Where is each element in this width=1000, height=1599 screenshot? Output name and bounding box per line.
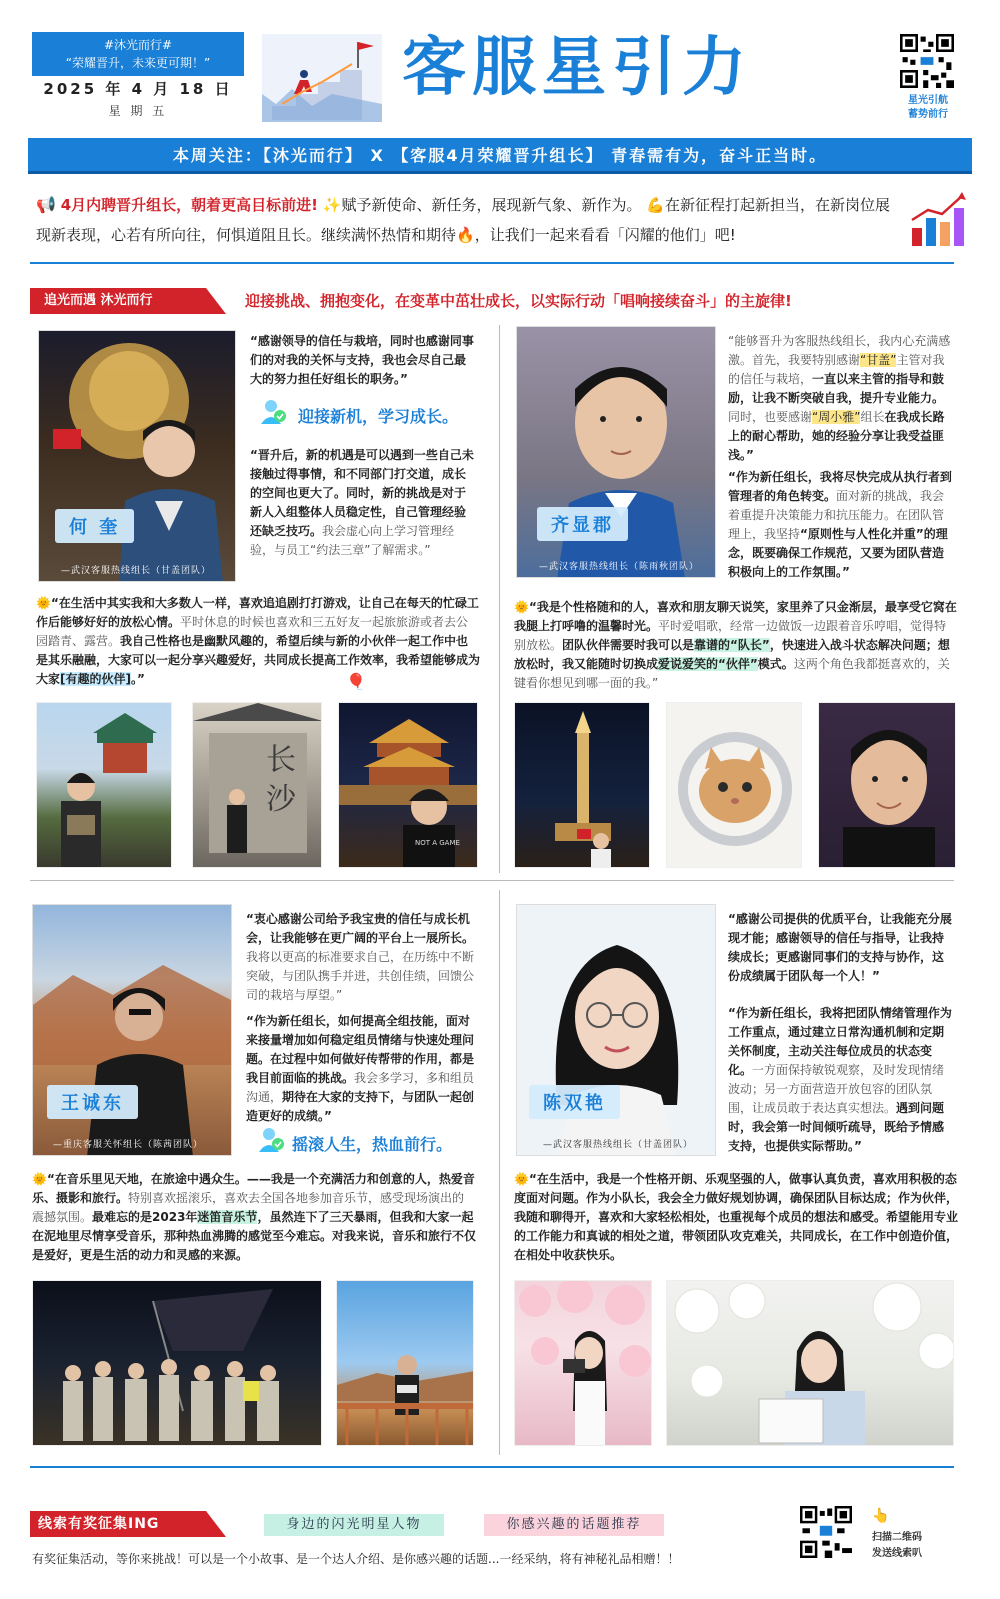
photo-qi-selfie bbox=[818, 702, 956, 868]
qi-life-c: 团队伙伴需要时我可以是 bbox=[562, 638, 695, 652]
qi-q2-d: 的理念，既要确保工作规范，又要为团队营造积极向上的工作氛围。” bbox=[728, 527, 948, 579]
he-kui-thanks: “感谢领导的信任与栽培，同时也感谢同事们的对我的关怀与支持，我也会尽自己最大的努力担任好组长的职务。” bbox=[250, 334, 474, 386]
qi-life bbox=[514, 598, 958, 693]
he-kui-quote-1 bbox=[250, 332, 476, 389]
issue-date: 2025 年 4 月 18 日 bbox=[43, 80, 233, 98]
footer-divider bbox=[30, 1466, 954, 1468]
photo-he-temple-night bbox=[338, 702, 478, 868]
photo-qi-monument bbox=[514, 702, 650, 868]
photo-qi-cat bbox=[666, 702, 802, 868]
person-award-icon bbox=[258, 396, 288, 426]
he-kui-challenge: “晋升后，新的机遇是可以遇到一些自己未接触过得事情，和不同部门打交道，成长的空间也更大了。同时，新的挑战是对于新人入组整体人员稳定性，自己管理经验还缺乏技巧。 bbox=[250, 448, 474, 538]
hashtag: #沐光而行# bbox=[103, 38, 173, 52]
signature-wang-chengdong: —重庆客服关怀组长（陈茜团队） bbox=[53, 1140, 204, 1150]
motto: “荣耀晋升，未来更可期！” bbox=[65, 56, 211, 70]
photo-he-pavilion bbox=[36, 702, 172, 868]
footer-qr-caption bbox=[872, 1530, 922, 1562]
intro-headline: 4月内聘晋升组长，朝着更高目标前进! bbox=[60, 196, 318, 214]
qi-life-highlight-2: 爱说爱笑的“伙伴” bbox=[658, 657, 758, 671]
footer-topic-pill-1: 身边的闪光明星人物 bbox=[264, 1514, 444, 1536]
footer-topic-pill-2: 你感兴趣的话题推荐 bbox=[484, 1514, 664, 1536]
intro-part-1: 赋予新使命、新任务，展现新气象、新作为。 bbox=[341, 196, 642, 214]
weekly-focus-bar: 本周关注：【沐光而行】 X 【客服4月荣耀晋升组长】 青春需有为，奋斗正当时。 bbox=[28, 138, 972, 174]
chen-life bbox=[514, 1170, 958, 1265]
qi-q1-a: “能够晋升为客服热线组长，我内心充满感激。首先，我要特别感谢 bbox=[728, 334, 951, 367]
hashtag-box bbox=[32, 32, 244, 76]
he-life-c: 我自己性格也是幽默风趣的，希望后续与新的小伙伴一起工作中也是其乐融融，大家可以一起分享兴趣爱好，共同成长提高工作效率，我希望能够成为大家 bbox=[36, 634, 481, 686]
footer-tag-text: 线索有奖征集ING bbox=[38, 1516, 160, 1532]
wang-q1-b: 我将以更高的标准要求自己，在历练中不断突破，与团队携手并进，共创佳绩，回馈公司的栽培与厚望。” bbox=[246, 950, 475, 1002]
mid-divider bbox=[30, 880, 954, 881]
sparkle-icon: ✨ bbox=[322, 196, 342, 214]
he-kui-quote-2 bbox=[250, 446, 476, 560]
balloon-icon: 🎈 bbox=[346, 672, 366, 691]
name-tag-wang-chengdong: 王诚东 bbox=[47, 1085, 138, 1119]
pointer-hand-icon: 👆 bbox=[872, 1508, 890, 1524]
he-kui-life bbox=[36, 594, 480, 689]
person-award-icon bbox=[256, 1124, 286, 1154]
wang-life bbox=[32, 1170, 476, 1265]
intro-part-2: 在新征程打起新担当，在新岗位展现新表现，心若有所向往，何惧道阻且长。继续满怀热情和期待 bbox=[36, 196, 890, 244]
photo-wang-travel bbox=[336, 1280, 474, 1446]
qi-q2-a: “作为新任组长，我将尽快完成从执行者到管理者的角色转变。 bbox=[728, 470, 952, 503]
chen-q2-b: 一方面保持敏锐观察，及时发现情绪波动；另一方面营造开放包容的团队氛围，让成员敢于表达真实想法。 bbox=[728, 1063, 945, 1115]
chen-quote-2 bbox=[728, 1004, 954, 1156]
section-slogan: 迎接挑战、拥抱变化，在变革中茁壮成长，以实际行动「唱响接续奋斗」的主旋律! bbox=[245, 292, 792, 310]
photo-wang-music-festival bbox=[32, 1280, 322, 1446]
name-tag-qi-xianjun: 齐显郡 bbox=[537, 507, 628, 541]
chen-quote-1 bbox=[728, 910, 954, 986]
chen-q2-c: 遇到问题时，我会第一时间倾听疏导，既给予情感支持，也提供实际帮助。” bbox=[728, 1101, 945, 1153]
qr-caption-line-1: 星光引航 bbox=[908, 95, 948, 106]
qi-q1-b: 主管对我的信任与栽培， bbox=[728, 353, 945, 386]
he-life-a: “在生活中其实我和大多数人一样，喜欢追追剧打打游戏，让自己在每天的忙碌工作后能够好好的放松心情。 bbox=[36, 596, 479, 629]
wang-life-d: ，虽然连下了三天暴雨，但我和大家一起在泥地里尽情享受音乐，那种热血沸腾的感觉至今难忘。对我来说，音乐和旅行不仅是爱好，更是生活的动力和灵感的来源。 bbox=[32, 1210, 477, 1262]
sun-icon: 🌞 bbox=[32, 1172, 47, 1186]
growth-chart-icon bbox=[908, 190, 968, 250]
qi-q2-b: 面对新的挑战，我会着重提升决策能力和抗压能力。在团队管理上，我坚持 bbox=[728, 489, 945, 541]
qi-life-f: 这两个角色我都挺喜欢的，关键看你想见到哪一面的我。” bbox=[514, 657, 950, 690]
portrait-wang-chengdong bbox=[32, 904, 232, 1156]
qi-life-e: 模式。 bbox=[757, 657, 794, 671]
brand-title: 客服星引力 bbox=[402, 31, 752, 105]
footer-qr-caption-1: 扫描二维码 bbox=[872, 1532, 922, 1543]
wang-quote-2 bbox=[246, 1012, 476, 1126]
signature-he-kui: —武汉客服热线组长（甘盖团队） bbox=[61, 566, 212, 576]
intro-paragraph bbox=[36, 190, 896, 250]
qi-q1-highlight-2: “周小雅” bbox=[812, 410, 861, 424]
portrait-he-kui bbox=[38, 330, 236, 582]
section-tag-text: 追光而遇 沐光而行 bbox=[44, 293, 153, 308]
megaphone-icon: 📢 bbox=[36, 195, 56, 214]
qr-caption-line-2: 蓄势前行 bbox=[908, 109, 948, 120]
signature-chen-shuangyan: —武汉客服热线组长（甘盖团队） bbox=[543, 1140, 694, 1150]
intro-part-3: ，让我们一起来看看「闪耀的他们」吧! bbox=[474, 226, 736, 244]
footer-note: 有奖征集活动，等你来挑战！可以是一个小故事、是一个达人介绍、是你感兴趣的话题...一经采纳，将有神秘礼品相赠！！ bbox=[32, 1552, 680, 1566]
wang-q1-a: “衷心感谢公司给予我宝贵的信任与成长机会，让我能够在更广阔的平台上一展所长。 bbox=[246, 912, 475, 945]
wang-subhead: 摇滚人生，热血前行。 bbox=[292, 1135, 453, 1154]
issue-weekday: 星 期 五 bbox=[108, 104, 168, 118]
stairs-illustration bbox=[262, 34, 382, 122]
name-tag-he-kui: 何 奎 bbox=[55, 509, 134, 543]
qi-life-highlight-1: 靠谱的“队长” bbox=[694, 638, 770, 652]
qi-life-b: 平时爱唱歌，经常一边做饭一边跟着音乐哼唱，觉得特别放松。 bbox=[514, 619, 947, 652]
qi-q1-e: 组长 bbox=[860, 410, 885, 424]
flex-arm-icon: 💪 bbox=[646, 196, 665, 214]
qi-q1-c: 一直以来主管的指导和鼓励，让我不断突破自我，提升专业能力。 bbox=[728, 372, 945, 405]
wang-life-c: 最难忘的是2023年 bbox=[92, 1210, 198, 1224]
he-life-b: 平时休息的时候也喜欢和三五好友一起旅旅游或者去公园踏青、露营。 bbox=[36, 615, 469, 648]
wang-life-b: 特别喜欢摇滚乐，喜欢去全国各地参加音乐节，感受现场演出的震撼氛围。 bbox=[32, 1191, 465, 1224]
chen-life-text: “在生活中，我是一个性格开朗、乐观坚强的人，做事认真负责，喜欢用积极的态度面对问题。作为小队长，我会全力做好规划协调，确保团队目标达成；作为伙伴，我随和聊得开，喜欢和大家轻松相处，也重视每个成员的想法和感受。希望能用专业的工作能力和真诚的相处之道，带领团队攻克难关，共同成长，在工作中创造价值，在相处中收获快乐。 bbox=[514, 1172, 959, 1262]
qi-q2-c: “原则性与人性化并重” bbox=[800, 527, 924, 541]
he-kui-subhead: 迎接新机，学习成长。 bbox=[298, 407, 459, 426]
footer-qr-code-icon[interactable] bbox=[800, 1506, 852, 1558]
wang-q2-a: “作为新任组长，如何提高全组技能，面对来接量增加如何稳定组员情绪与快速处理问题。在过程中如何做好传帮带的作用，都是我目前面临的挑战。 bbox=[246, 1014, 475, 1085]
qr-code-icon[interactable] bbox=[900, 34, 954, 88]
wang-quote-1 bbox=[246, 910, 476, 1005]
wang-life-highlight: 迷笛音乐节 bbox=[197, 1210, 258, 1224]
he-kui-plan: 我会虚心向上学习管理经验，与员工“约法三章”了解需求。” bbox=[250, 524, 455, 557]
signature-qi-xianjun: —武汉客服热线组长（陈雨秋团队） bbox=[539, 562, 700, 572]
fire-icon: 🔥 bbox=[456, 226, 475, 244]
qi-quote-1 bbox=[728, 332, 954, 465]
portrait-he-kui-art bbox=[39, 331, 236, 582]
photo-he-changsha bbox=[192, 702, 322, 868]
photo-chen-cherry-blossom bbox=[514, 1280, 652, 1446]
portrait-chen-shuangyan bbox=[516, 904, 716, 1156]
wang-q2-c: 期待在大家的支持下，与团队一起创造更好的成绩。” bbox=[246, 1090, 475, 1123]
column-divider-top bbox=[499, 325, 500, 873]
qi-q1-highlight-1: “甘盖” bbox=[860, 353, 897, 367]
qi-quote-2 bbox=[728, 468, 954, 582]
section-divider bbox=[30, 262, 954, 264]
photo-chen-white-blossom bbox=[666, 1280, 954, 1446]
portrait-qi-xianjun bbox=[516, 326, 716, 578]
footer-qr-caption-2: 发送线索叭 bbox=[872, 1548, 922, 1559]
qi-life-d: ，快速进入战斗状态解决问题；想放松时，我又能随时切换成 bbox=[514, 638, 950, 671]
wang-life-a: “在音乐里见天地，在旅途中遇众生。——我是一个充满活力和创意的人，热爱音乐、摄影和旅行。 bbox=[32, 1172, 475, 1205]
chen-q1: “感谢公司提供的优质平台，让我能充分展现才能；感谢领导的信任与指导，让我持续成长；更感谢同事们的支持与协作，这份成绩属于团队每一个人！” bbox=[728, 912, 952, 983]
qi-q1-d: 同时，也要感谢 bbox=[728, 410, 813, 424]
photo-tee-print: NOT A GAME bbox=[415, 839, 460, 847]
column-divider-bottom bbox=[499, 890, 500, 1455]
wang-q2-b: 我会多学习，多和组员沟通， bbox=[246, 1071, 475, 1104]
sun-icon: 🌞 bbox=[36, 596, 51, 610]
chen-q2-a: “作为新任组长，我将把团队情绪管理作为工作重点，通过建立日常沟通机制和定期关怀制度，主动关注每位成员的状态变化。 bbox=[728, 1006, 952, 1077]
photo-changsha-caption: 长 沙 bbox=[260, 743, 295, 813]
sun-icon: 🌞 bbox=[514, 1172, 529, 1186]
he-life-end: 。” bbox=[131, 672, 145, 686]
qr-caption bbox=[896, 94, 960, 122]
name-tag-chen-shuangyan: 陈双艳 bbox=[529, 1085, 620, 1119]
sun-icon: 🌞 bbox=[514, 600, 529, 614]
qi-life-a: “我是个性格随和的人，喜欢和朋友聊天说笑，家里养了只金渐层，最享受它窝在我腿上打呼噜的温馨时光。 bbox=[514, 600, 957, 633]
qi-q1-f: 在我成长路上的耐心帮助，她的经验分享让我受益匪浅。” bbox=[728, 410, 945, 462]
he-life-highlight: [有趣的伙伴] bbox=[60, 672, 131, 686]
